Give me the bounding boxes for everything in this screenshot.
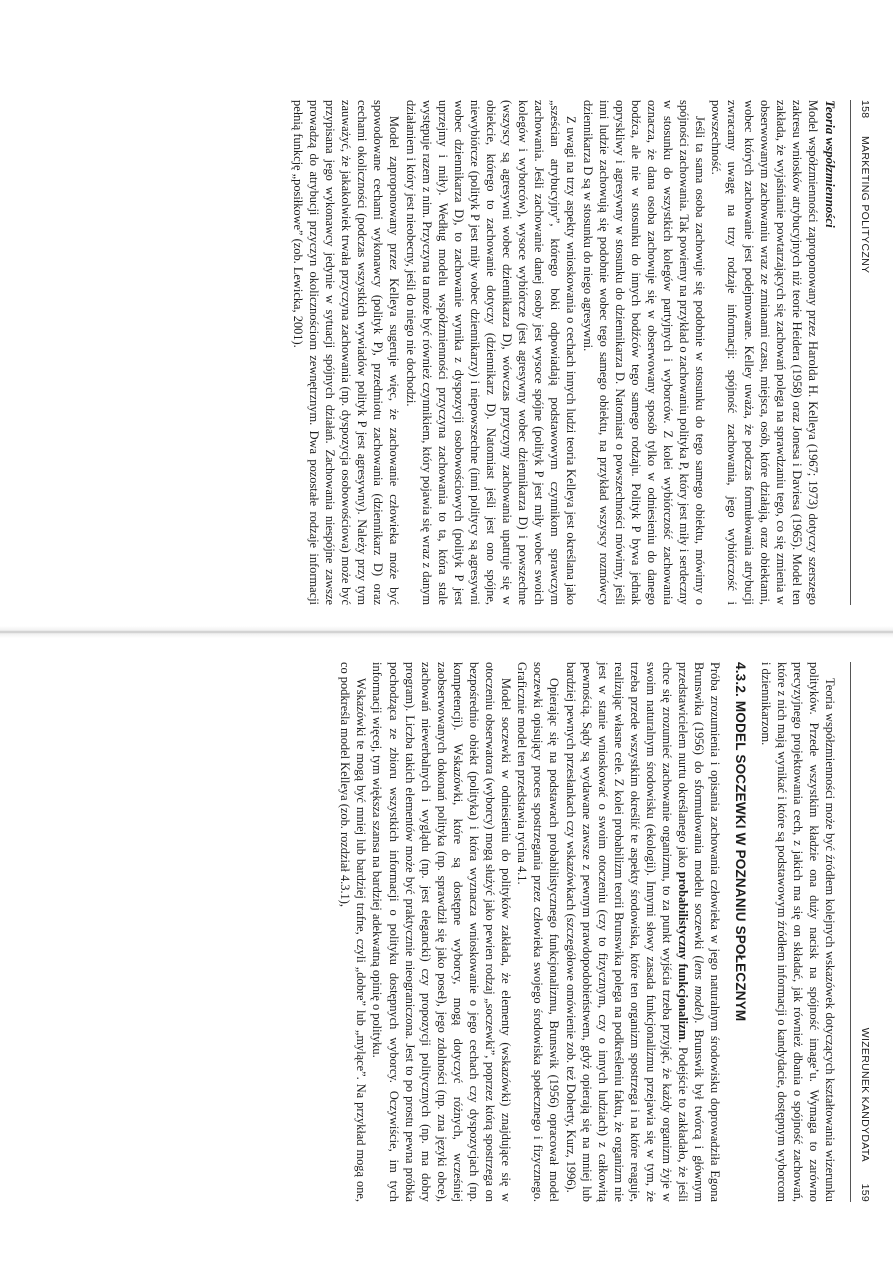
p1-term-lens-model: lens model — [692, 959, 707, 1017]
section-heading: 4.3.2. MODEL SOCZEWKI W POZNANIU SPOŁECZNYM — [732, 662, 748, 1022]
right-paragraph: Wskazówki te mogą być mniej lub bardziej trafne, czyli „dobre” lub „mylące”. Na przykład mogą one, co podkreśla model Kelleya (zob. rozdział 4.3.1), — [338, 662, 369, 1202]
left-running-title: MARKETING POLITYCZNY — [859, 136, 871, 274]
right-paragraph-brunswik — [563, 662, 724, 1202]
right-running-title: WIZERUNEK KANDYDATA — [859, 1027, 871, 1162]
p1-text-c: . Podejście to zakładało, że jeśli chce się zrozumieć zachowanie organizmu, to za punkt wyjścia trzeba przyjąć, że każdy organizm żyje w swoim naturalnym środowisku (ekologii). Innymi słowy zasada funkcjonalizmu przejawia się w tym, że trzeba przede wszystkim określić te aspekty środowiska, które ten organizm spostrzega i na które reaguje, realizując własne cele. Z kolei probabilizm teorii Brunswika polega na podkreśleniu faktu, że organizm nie jest w stanie wnioskować o swoim otoczeniu (czy to fizycznym, czy o innych ludziach) z całkowitą pewnością. Sądy są wydawane zawsze z pewnym prawdopodobieństwem, gdyż opierają się na mniej lub bardziej pewnych przesłankach czy wskazówkach (szczegółowe omówienie zob. też Doherty, Kurz, 1996). — [563, 662, 691, 1202]
right-page — [0, 632, 893, 1263]
left-page — [0, 0, 893, 631]
left-paragraph: Z uwagi na trzy aspekty wnioskowania o cechach innych ludzi teoria Kelleya jest określana jako „sześcian atrybucyjny”, którego boki odpowiadają podstawowym czynnikom sprawczym zachowania. Jeśli zachowanie danej osoby jest wysoce spójne (polityk P jest miły wobec swoich kolegów i wyborców), wysoce wybiórcze (jest agresywny wobec dziennikarza D) i powszechne (wszyscy są agresywni wobec dziennikarza D), wówczas przyczyny zachowania upatruje się w obiekcie, którego to zachowanie dotyczy (dziennikarz D). Natomiast jeśli jest ono spójne, niewybiórcze (polityk P jest miły wobec dziennikarzy) i niepowszechne (inni politycy są agresywni wobec dziennikarza D), to zachowanie wynika z dyspozycji osobowościowych (polityk P jest uprzejmy i miły). Według modelu współzmienności przyczyna zachowania to ta, która stale występuje razem z nim. Przyczyna ta może być również czynnikiem, który pojawia się wraz z danym działaniem i który jest nieobecny, jeśli do niego nie dochodzi. — [403, 100, 579, 605]
right-paragraph: Opierając się na podstawach probabilistycznego funkcjonalizmu, Brunswik (1956) opracował model soczewki opisujący proces spostrzegania przez człowieka swojego środowiska społecznego i fizycznego. Graficznie model ten przedstawia rycina 4.1. — [515, 662, 562, 1202]
left-paragraph: Model zaproponowany przez Kelleya sugeruje więc, że zachowanie człowieka może być spowodowane cechami wykonawcy (polityk P), przedmiotu zachowania (dziennikarz D) oraz cechami okoliczności (podczas wszystkich wywiadów polityk P jest agresywny). Należy przy tym zauważyć, że jakakolwiek trwała przyczyna zachowania (np. dyspozycja osobowościowa) może być przypisana jego wykonawcy jedynie w sytuacji spójnych działań. Zachowania niespójne zawsze prowadzą do atrybucji przyczyn okolicznościom zewnętrznym. Dwa pozostałe rodzaje informacji pełnią funkcję „posiłkowe” (zob. Lewicka, 2001). — [290, 100, 402, 605]
left-paragraph: Jeśli ta sama osoba zachowuje się podobnie w stosunku do tego samego obiektu, mówimy o spójności zachowania. Tak powiemy na przykład o zachowaniu polityka P, który jest miły i serdeczny w stosunku do wszystkich kolegów partyjnych i wyborców. Z kolei wybiórczość zachowania oznacza, że dana osoba zachowuje się w obserwowany sposób tylko w odniesieniu do danego bodźca, ale nie w stosunku do innych bodźców tego samego rodzaju. Polityk P bywa jednak opryskliwy i agresywny w stosunku do dziennikarza D. Natomiast o powszechności mówimy, jeśli inni ludzie zachowują się podobnie wobec tego samego obiektu, na przykład wszyscy rozmówcy dziennikarza D są w stosunku do niego agresywni. — [580, 100, 708, 605]
right-running-head — [850, 662, 871, 1202]
subheading-teoria: Teoria współzmienności — [823, 100, 838, 228]
left-paragraph: Model współzmienności zaproponowany przez Harolda H. Kelleya (1967; 1973) dotyczy szerszego zakresu wniosków atrybucyjnych niż teorie Heidera (1958) oraz Jonesa i Daviesa (1965). Model ten zakłada, że wyjaśnianie powtarzających się zachowań polega na sprawdzaniu tego, co się zmienia w obserwowanym zachowaniu wraz ze zmianami czasu, miejsca, osób, które działają, oraz obiektami, wobec których zachowanie jest podejmowane. Kelley uważa, że podczas formułowania atrybucji zwracamy uwagę na trzy rodzaje informacji: spójność zachowania, jego wybiórczość i powszechność. — [709, 100, 820, 605]
p1-text-b: ). Brunswik był twórcą i głównym przedstawicielem nurtu określanego jako — [676, 662, 707, 1202]
left-running-head — [850, 100, 871, 605]
left-text-column — [290, 100, 838, 605]
right-text-column — [337, 662, 838, 1202]
p1-term-probabilistic-functionalism: probabilistyczny funkcjonalizm — [676, 871, 691, 1040]
right-paragraph: Model soczewki w odniesieniu do polityków zakłada, że elementy (wskazówki) znajdujące się w otoczeniu obserwatora (wyborcy) mogą służyć jako pewien rodzaj „soczewki”, poprzez którą spostrzega on bezpośrednio obiekt (polityka) i która wyznacza wnioskowanie o jego cechach czy dyspozycjach (np. kompetencji). Wskazówki, które są dostępne wyborcy, mogą dotyczyć różnych, wcześniej zaobserwowanych dokonań polityka (np. sprawdził się jako poseł), jego zdolności (np. zna języki obce), zachowań niewerbalnych i wyglądu (np. jest elegancki) czy propozycji politycznych (np. ma dobry program). Liczba takich elementów może być praktycznie nieograniczona. Jest to po prostu pewna próbka pochodząca ze zbioru wszystkich informacji o polityku dostępnych wyborcy. Oczywiście, im tych informacji więcej, tym większa szansa na bardziej adekwatną opinię o polityku. — [370, 662, 514, 1202]
right-intro-paragraph: Teoria współzmienności może być źródłem kolejnych wskazówek dotyczących kształtowania wizerunku polityków. Przede wszystkim kładzie ona duży nacisk na spójność image’u. Wymaga to zarówno precyzyjnego projektowania cech, z jakich ma się on składać, jak również dbania o spójność zachowań, które z nich mają wynikać i które są podstawowym źródłem informacji o kandydacie, dostępnym wyborcom i dziennikarzom. — [758, 662, 837, 1202]
right-page-number: 159 — [859, 1183, 871, 1202]
p1-text-a: Próba zrozumienia i opisania zachowania człowieka w jego naturalnym środowisku doprowadziła Egona Brunswika (1956) do sformułowania modelu soczewki ( — [692, 662, 723, 1202]
left-page-number: 158 — [859, 100, 871, 119]
